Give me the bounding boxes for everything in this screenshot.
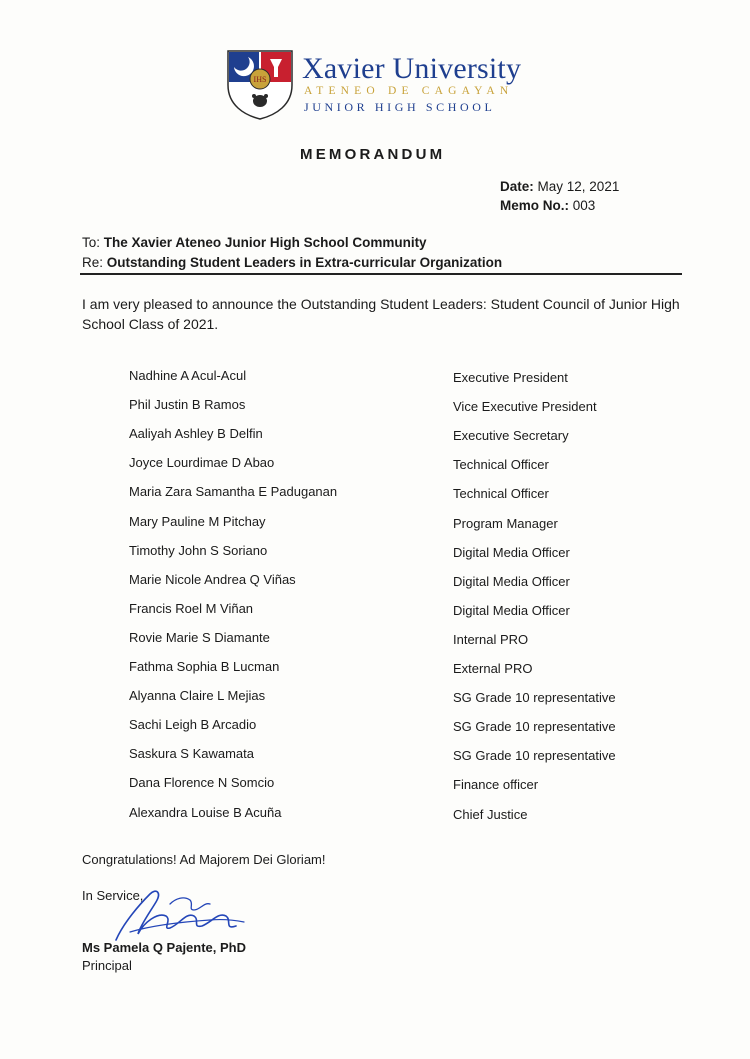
leader-row [0,426,750,446]
leader-role: Executive Secretary [453,428,569,444]
to-value: The Xavier Ateneo Junior High School Community [103,235,427,250]
to-label: To: [82,235,101,250]
memo-number-line [500,198,595,213]
leader-name: Phil Justin B Ramos [129,397,246,413]
handwritten-signature-icon [110,882,250,948]
re-label: Re: [82,255,104,270]
leader-role: Technical Officer [453,486,549,502]
leader-row [0,572,750,592]
leader-role: Digital Media Officer [453,602,570,618]
intro-paragraph: I am very pleased to announce the Outstanding Student Leaders: Student Council of Junior High School Class of 2021. [82,296,680,332]
to-line [82,235,427,250]
leader-row [0,484,750,504]
leader-row [0,775,750,795]
leader-row [0,746,750,766]
leader-row [0,397,750,417]
memo-number-label: Memo No.: [500,198,569,213]
leader-name: Aaliyah Ashley B Delfin [129,426,263,442]
in-service-text: In Service, [82,888,144,903]
signer-name: Ms Pamela Q Pajente, PhD [82,940,247,955]
leader-name: Francis Roel M Viñan [129,600,254,616]
header-divider [80,273,682,275]
leader-row [0,368,750,388]
leader-row [0,688,750,708]
leader-role: Technical Officer [453,457,549,473]
congratulations-text: Congratulations! Ad Majorem Dei Gloriam! [82,852,326,867]
leader-role: Executive President [453,370,568,385]
leader-row [0,455,750,475]
leader-row [0,630,750,650]
leader-role: Digital Media Officer [453,573,570,589]
university-subtitle: ATENEO DE CAGAYAN [304,85,514,97]
leader-row [0,717,750,737]
signer-position: Principal [82,958,132,973]
leader-name: Alexandra Louise B Acuña [129,804,282,820]
leader-name: Timothy John S Soriano [129,542,268,558]
memo-title: MEMORANDUM [300,146,446,163]
leader-row [0,543,750,563]
leader-name: Maria Zara Samantha E Paduganan [129,484,338,500]
leader-row [0,601,750,621]
leader-role: Vice Executive President [453,399,597,415]
date-value: May 12, 2021 [537,179,620,194]
leader-row [0,805,750,825]
university-seal-icon [226,49,294,121]
leader-name: Joyce Lourdimae D Abao [129,455,275,471]
leader-name: Alyanna Claire L Mejias [129,688,266,704]
leader-role: Program Manager [453,515,558,531]
school-name: JUNIOR HIGH SCHOOL [304,100,496,114]
leader-name: Marie Nicole Andrea Q Viñas [129,571,296,587]
leader-role: SG Grade 10 representative [453,719,616,735]
leader-name: Rovie Marie S Diamante [129,629,270,645]
svg-text:IHS: IHS [253,75,267,84]
leader-row [0,659,750,679]
leader-name: Sachi Leigh B Arcadio [129,717,257,733]
leader-role: External PRO [453,661,533,676]
leader-role: Chief Justice [453,806,528,822]
leader-row [0,514,750,534]
date-label: Date: [500,179,534,194]
university-name: Xavier University [302,52,522,85]
leader-role: Digital Media Officer [453,544,570,560]
leader-name: Nadhine A Acul-Acul [129,368,247,383]
leader-name: Dana Florence N Somcio [129,775,275,791]
date-line [500,179,619,194]
re-value: Outstanding Student Leaders in Extra-curricular Organization [106,255,503,270]
leader-name: Fathma Sophia B Lucman [129,659,280,674]
re-line [82,255,502,270]
leader-role: Finance officer [453,777,539,793]
leader-role: Internal PRO [453,631,529,647]
leader-name: Saskura S Kawamata [129,746,255,762]
leader-role: SG Grade 10 representative [453,690,616,706]
leader-role: SG Grade 10 representative [453,748,616,764]
leader-name: Mary Pauline M Pitchay [129,513,266,529]
memo-number-value: 003 [572,198,596,213]
